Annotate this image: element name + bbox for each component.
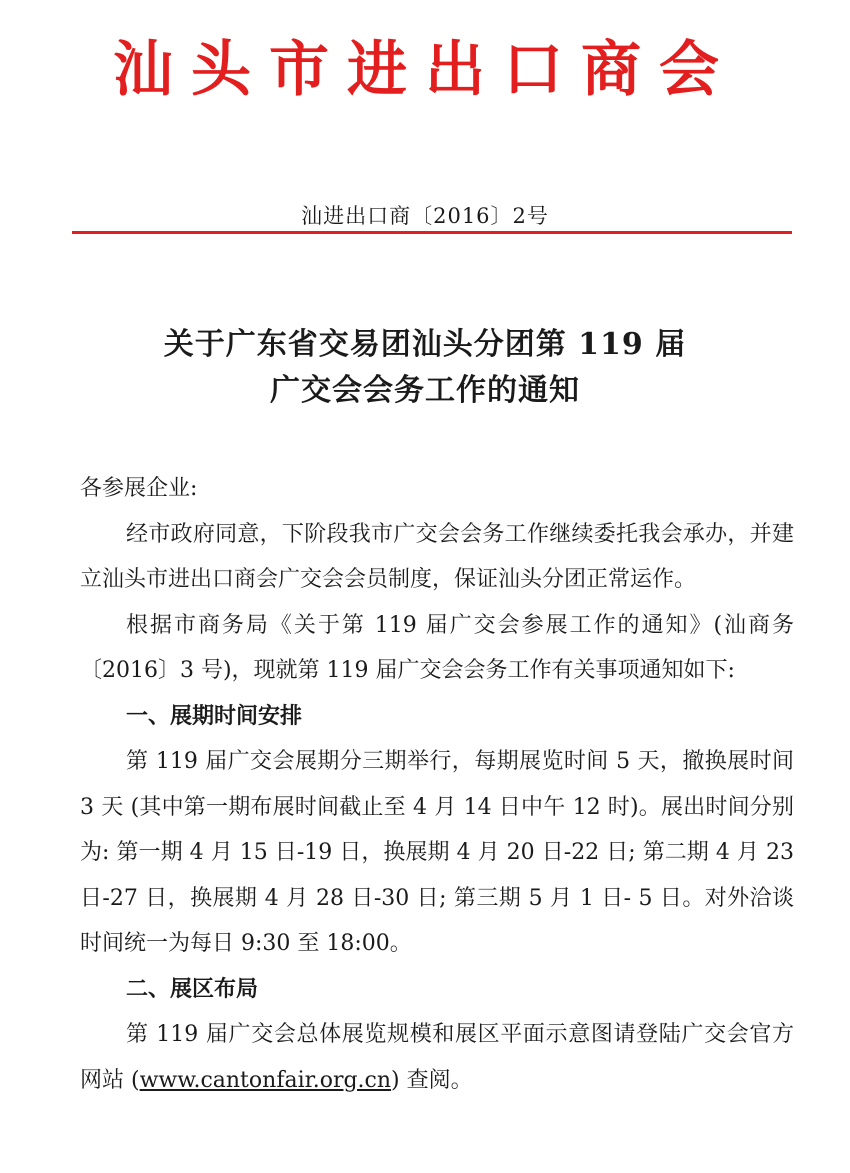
section-2-text [80,1012,794,1103]
notice-title [0,322,850,414]
notice-body [80,466,794,1103]
letterhead-red-rule [72,231,792,234]
paragraph-2: 根据市商务局《关于第 119 届广交会参展工作的通知》(汕商务〔2016〕3 号)，现就第 119 届广交会会务工作有关事项通知如下: [80,612,794,683]
document-number: 汕进出口商〔2016〕2号 [301,204,549,228]
notice-title-line2: 广交会会务工作的通知 [270,373,580,408]
section-2-heading: 二、展区布局 [126,975,259,1002]
paragraph-1: 经市政府同意，下阶段我市广交会会务工作继续委托我会承办，并建立汕头市进出口商会广交会会员制度，保证汕头分团正常运作。 [80,521,794,592]
section-1-text: 第 119 届广交会展期分三期举行，每期展览时间 5 天，撤换展时间 3 天 (其中第一期布展时间截止至 4 月 14 日中午 12 时)。展出时间分别为: 第一期 4 月 15 日-19 日，换展期 4 月 20 日-22 日; 第二期 4 月 23 日-27 日，换展期 4 月 28 日-30 日; 第三期 5 月 1 日- 5 日。对外洽谈时间统一为每日 9:30 至 18:00。 [80,749,794,956]
org-letterhead: 汕头市进出口商会 [113,35,737,105]
notice-title-line1: 关于广东省交易团汕头分团第 119 届 [163,327,687,362]
cantonfair-website-link[interactable]: www.cantonfair.org.cn [139,1067,392,1093]
section-2-text-after: ) 查阅。 [391,1067,473,1093]
salutation: 各参展企业: [80,476,198,501]
section-2-text-before: 第 119 届广交会总体展览规模和展区平面示意图请登陆广交会官方网站 ( [80,1022,794,1093]
section-1-heading: 一、展期时间安排 [126,702,303,729]
